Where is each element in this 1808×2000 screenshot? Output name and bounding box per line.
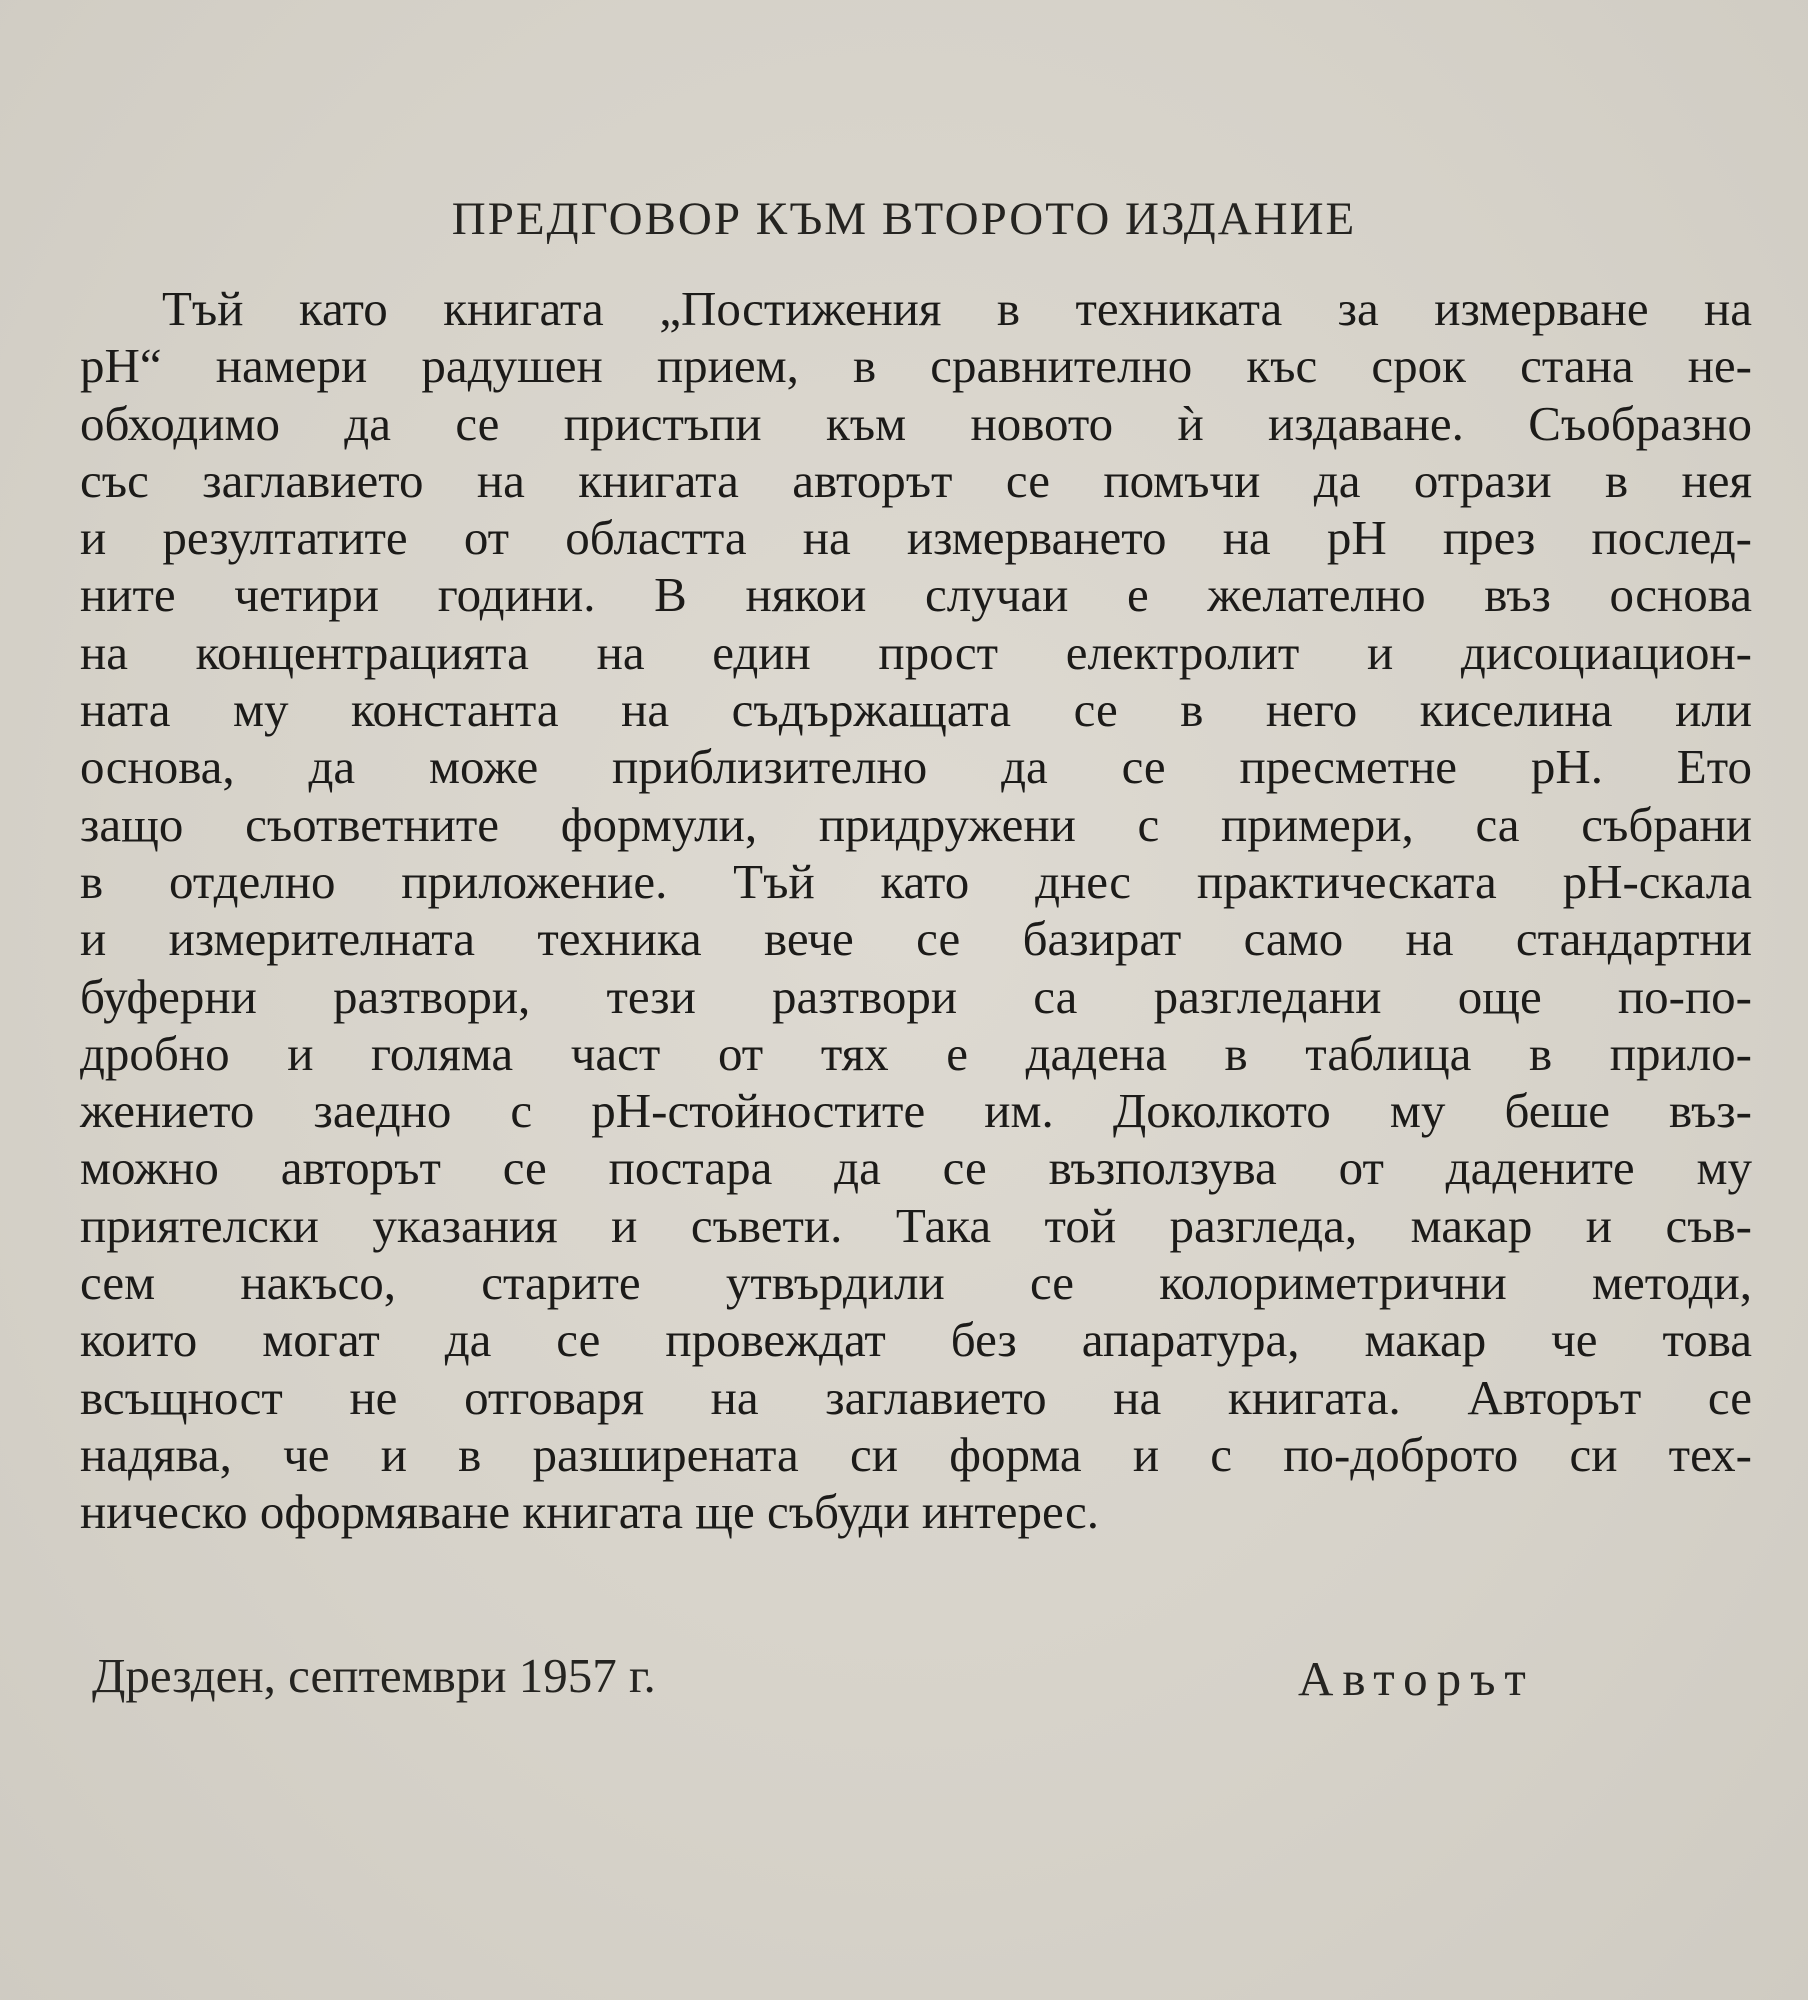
text-line: и резултатите от областта на измерването на pH през послед- <box>80 510 1752 566</box>
text-line: можно авторът се постара да се възползува от дадените му <box>80 1140 1752 1196</box>
text-line: Тъй като книгата „Постижения в техниката за измерване на <box>162 281 1752 336</box>
text-line: и измерителната техника вече се базират само на стандартни <box>80 911 1752 967</box>
preface-body <box>80 280 1752 1541</box>
text-line: дробно и голяма част от тях е дадена в таблица в прило- <box>80 1025 1752 1081</box>
text-line: със заглавието на книгата авторът се помъчи да отрази в нея <box>80 452 1752 508</box>
text-line: основа, да може приблизително да се пресметне pH. Ето <box>80 739 1752 795</box>
text-line: ните четири години. В някои случаи е желателно въз основа <box>80 567 1752 623</box>
text-line: сем накъсо, старите утвърдили се колориметрични методи, <box>80 1255 1752 1311</box>
author-signature: Авторът <box>1298 1651 1535 1706</box>
text-line: ната му константа на съдържащата се в него киселина или <box>80 682 1752 738</box>
text-line: надява, че и в разширената си форма и с по-доброто си тех- <box>80 1426 1752 1482</box>
text-line: които могат да се провеждат без апаратура, макар че това <box>80 1312 1752 1368</box>
text-line: приятелски указания и съвети. Така той разгледа, макар и съв- <box>80 1197 1752 1253</box>
text-line: жението заедно с pH-стойностите им. Доколкото му беше въз- <box>80 1083 1752 1139</box>
page-title: ПРЕДГОВОР КЪМ ВТОРОТО ИЗДАНИЕ <box>451 193 1357 245</box>
text-line: в отделно приложение. Тъй като днес практическата pH-скала <box>80 853 1752 909</box>
place-and-date: Дрезден, септември 1957 г. <box>92 1648 656 1703</box>
text-line: обходимо да се пристъпи към новото ѝ издаване. Съобразно <box>80 395 1752 451</box>
text-line: буферни разтвори, тези разтвори са разгледани още по-по- <box>80 968 1752 1024</box>
text-line: защо съответните формули, придружени с примери, са събрани <box>80 796 1752 852</box>
text-line-last: ническо оформяване книгата ще събуди интерес. <box>80 1484 1099 1540</box>
text-line: pH“ намери радушен прием, в сравнително къс срок стана не- <box>80 338 1752 394</box>
text-line: на концентрацията на един прост електролит и дисоциацион- <box>80 624 1752 680</box>
text-line: всъщност не отговаря на заглавието на книгата. Авторът се <box>80 1369 1752 1425</box>
